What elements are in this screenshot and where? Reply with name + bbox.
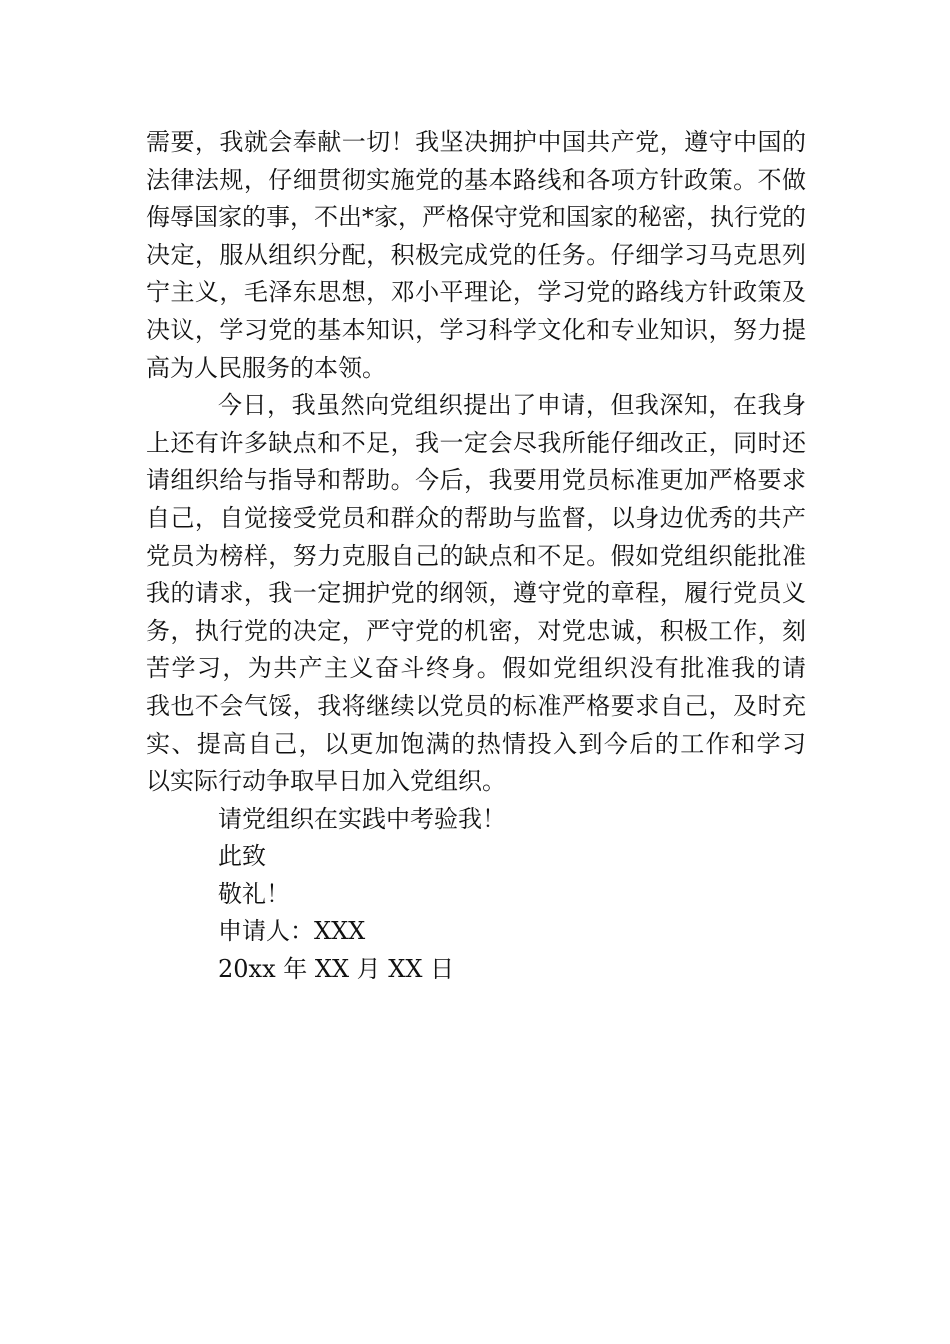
- text-line: 法律法规，仔细贯彻实施党的基本路线和各项方针政策。不做: [146, 165, 806, 194]
- salutation-line-1: 此致: [218, 842, 266, 871]
- paragraph-2: [146, 387, 806, 801]
- text-line: 今日，我虽然向党组织提出了申请，但我深知，在我身: [218, 391, 806, 420]
- salutation-line-2: 敬礼！: [218, 879, 290, 908]
- closing-request: 请党组织在实践中考验我！: [218, 804, 506, 833]
- text-line: 自己，自觉接受党员和群众的帮助与监督，以身边优秀的共产: [146, 503, 806, 532]
- text-line: 实、提高自己，以更加饱满的热情投入到今后的工作和学习: [146, 729, 806, 758]
- closing-block: [146, 801, 806, 989]
- text-line: 高为人民服务的本领。: [146, 353, 386, 382]
- text-line: 苦学习，为共产主义奋斗终身。假如党组织没有批准我的请: [146, 654, 806, 683]
- paragraph-1: [146, 124, 806, 387]
- text-line: 上还有许多缺点和不足，我一定会尽我所能仔细改正，同时还: [146, 428, 806, 457]
- applicant-signature: 申请人：XXX: [218, 917, 366, 946]
- text-line: 我也不会气馁，我将继续以党员的标准严格要求自己，及时充: [146, 691, 806, 720]
- text-line: 侮辱国家的事，不出*家，严格保守党和国家的秘密，执行党的: [146, 203, 806, 232]
- text-line: 请组织给与指导和帮助。今后，我要用党员标准更加严格要求: [146, 466, 806, 495]
- text-line: 需要，我就会奉献一切！我坚决拥护中国共产党，遵守中国的: [146, 128, 806, 156]
- text-line: 党员为榜样，努力克服自己的缺点和不足。假如党组织能批准: [146, 541, 806, 570]
- text-line: 决议，学习党的基本知识，学习科学文化和专业知识，努力提: [146, 315, 806, 344]
- text-line: 我的请求，我一定拥护党的纲领，遵守党的章程，履行党员义: [146, 579, 806, 608]
- text-line: 务，执行党的决定，严守党的机密，对党忠诚，积极工作，刻: [146, 616, 806, 645]
- text-line: 以实际行动争取早日加入党组织。: [146, 767, 506, 796]
- date-line: 20xx 年 XX 月 XX 日: [218, 955, 455, 984]
- text-line: 决定，服从组织分配，积极完成党的任务。仔细学习马克思列: [146, 240, 806, 269]
- text-line: 宁主义，毛泽东思想，邓小平理论，学习党的路线方针政策及: [146, 278, 806, 307]
- letter-body: [146, 124, 806, 989]
